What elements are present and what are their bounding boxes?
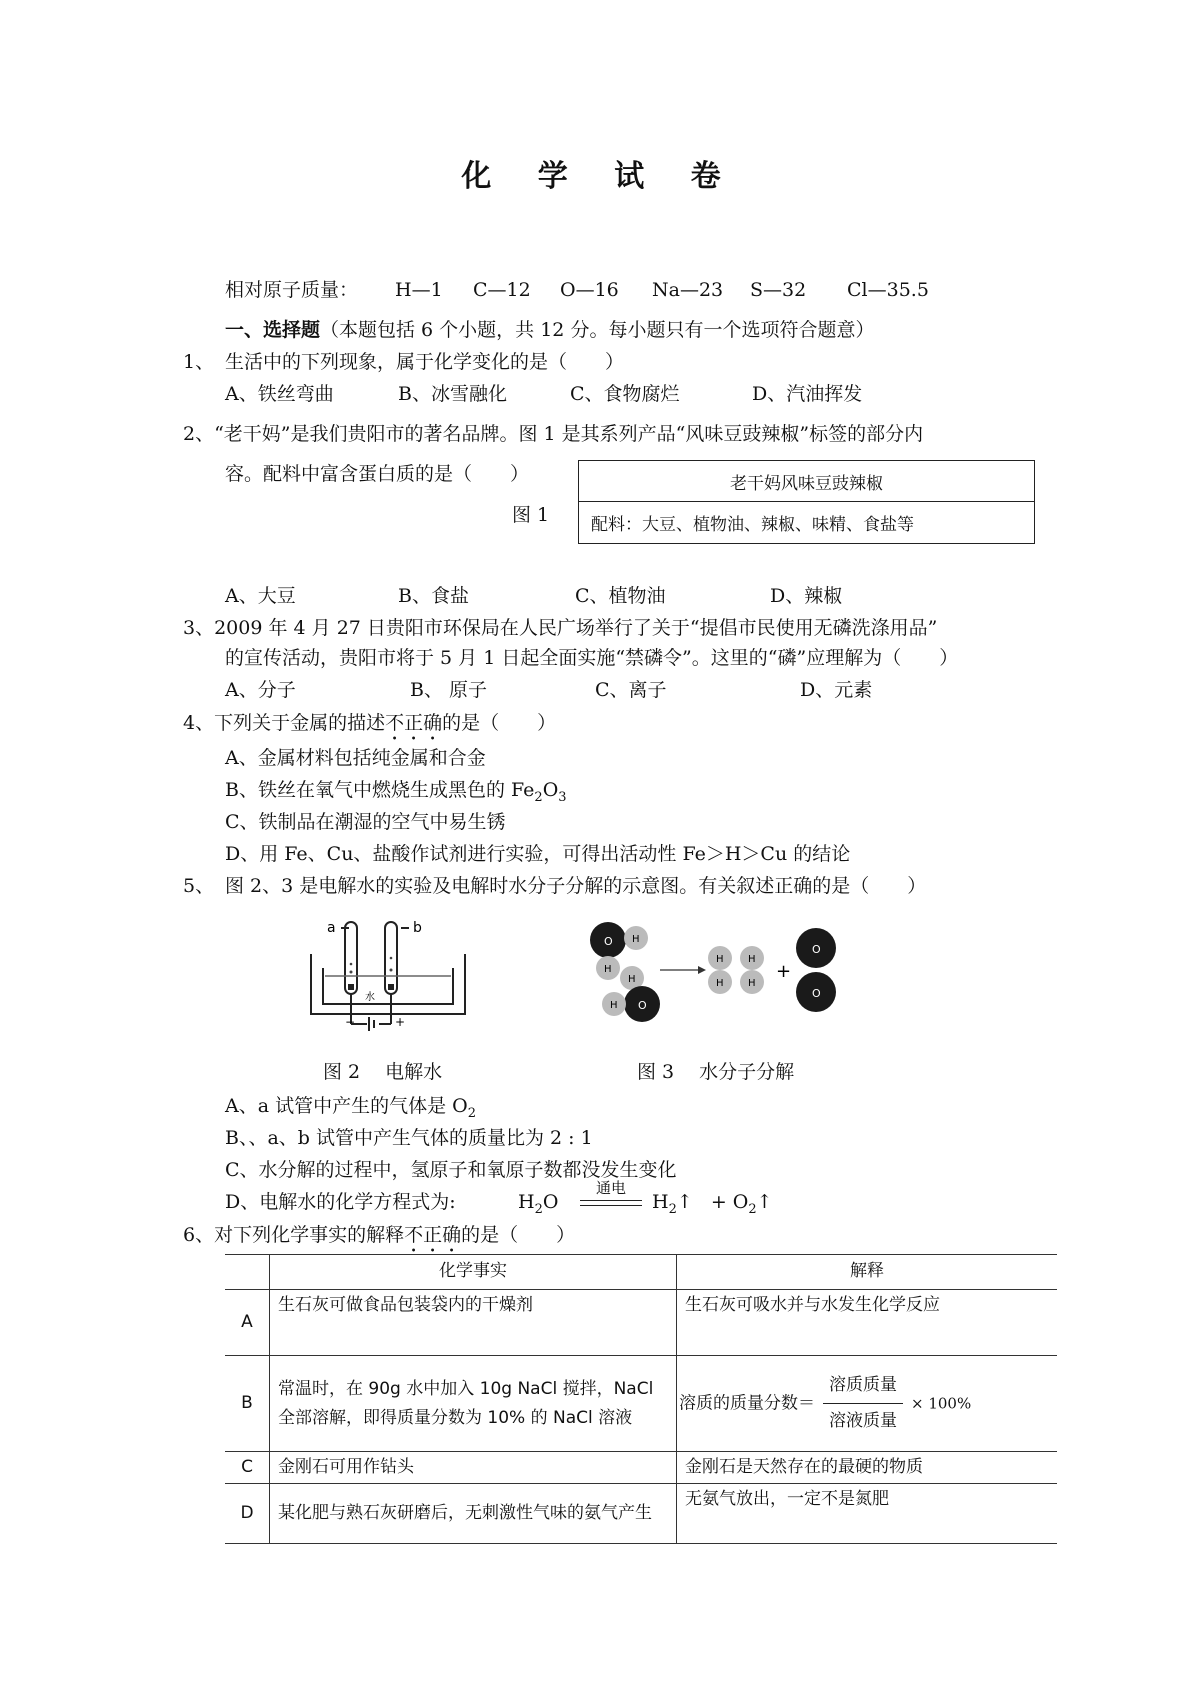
table-row [225,1290,1057,1356]
q4-stem-end: 的是（ ） [442,712,557,734]
q1-option-b: B、冰雪融化 [398,383,507,405]
q3-option-c: C、离子 [595,679,667,701]
table-header-explanation: 解释 [677,1255,1058,1290]
reaction-arrow-icon [698,966,706,974]
tube-b-label: b [413,920,422,936]
q2-stem-line2: 容。配料中富含蛋白质的是（ ） [225,463,530,485]
q4-option-b-text: B、铁丝在氧气中燃烧生成黑色的 Fe [225,779,535,801]
q2-stem-line1: 2、“老干妈”是我们贵阳市的著名品牌。图 1 是其系列产品“风味豆豉辣椒”标签的部分内 [183,423,924,445]
q4-stem-start: 4、下列关于金属的描述 [183,712,386,734]
hydrogen-atom-label: H [748,978,756,989]
equation-products [652,1192,773,1217]
q1-stem: 生活中的下列现象，属于化学变化的是（ ） [225,351,625,373]
q1-number: 1、 [183,351,215,373]
q5-option-a-text: A、a 试管中产生的气体是 O [225,1095,468,1117]
section-heading [225,320,874,341]
mass-fraction-label: 溶质的质量分数＝ [679,1393,815,1414]
q1-option-d: D、汽油挥发 [752,383,863,405]
q4-option-a: A、金属材料包括纯金属和合金 [225,747,486,769]
fraction-numerator: 溶质质量 [823,1372,903,1404]
row-fact: 常温时，在 90g 水中加入 10g NaCl 搅拌，NaCl 全部溶解，即得质量分数为 10% 的 NaCl 溶液 [270,1356,677,1452]
tube-a-label: a [327,920,336,936]
q5-option-c: C、水分解的过程中，氢原子和氧原子数都没发生变化 [225,1159,677,1181]
row-fact: 某化肥与熟石灰研磨后，无刺激性气味的氨气产生 [270,1484,677,1544]
atomic-mass-s: S—32 [750,279,807,301]
hydrogen-atom-label: H [716,978,724,989]
q5-option-b: B、、a、b 试管中产生气体的质量比为 2 : 1 [225,1127,593,1149]
q4-stem-emphasis: 不正确 [385,712,443,734]
table-header-fact: 化学事实 [270,1255,677,1290]
q5-option-a-sub: 2 [467,1105,476,1121]
figure-2-caption: 图 2 电解水 [323,1061,443,1083]
mass-fraction-formula [823,1372,903,1435]
q3-option-b: B、 原子 [410,679,488,701]
q2-option-b: B、食盐 [398,585,469,607]
eq-h2-sub: 2 [668,1201,677,1217]
product-label-title: 老干妈风味豆豉辣椒 [579,461,1034,502]
atomic-mass-c: C—12 [473,279,531,301]
atomic-mass-o: O—16 [560,279,619,301]
eq-h2o-o: O [542,1191,559,1213]
positive-terminal-label: + [395,1015,406,1029]
q1-option-c: C、食物腐烂 [570,383,680,405]
table-row [225,1356,1057,1452]
q5-number: 5、 [183,875,215,897]
eq-h2o-h: H [518,1191,535,1213]
q5-option-a [225,1096,476,1121]
hydrogen-atom-label: H [632,934,640,945]
q6-stem [183,1224,575,1257]
row-key: C [225,1452,270,1484]
q3-option-a: A、分子 [225,679,296,701]
q5-option-d: D、电解水的化学方程式为: [225,1191,456,1213]
atomic-mass-h: H—1 [395,279,443,301]
eq-o2-sub: 2 [748,1201,757,1217]
hydrogen-atom-label: H [604,964,612,975]
fraction-multiplier: × 100% [911,1394,972,1413]
eq-h2-arrow: ↑ [676,1191,693,1213]
q1-option-a: A、铁丝弯曲 [225,383,334,405]
eq-o2-arrow: ↑ [756,1191,773,1213]
oxygen-molecule [796,928,836,1012]
hydrogen-atom-label: H [610,1000,618,1011]
page-title: 化 学 试 卷 [461,159,739,194]
oxygen-atom-label: O [638,999,647,1012]
q6-stem-end: 的是（ ） [461,1224,576,1246]
q3-stem-line2: 的宣传活动，贵阳市将于 5 月 1 日起全面实施“禁磷令”。这里的“磷”应理解为（ ） [225,647,959,669]
row-fact: 生石灰可做食品包装袋内的干燥剂 [270,1290,677,1356]
atomic-mass-label: 相对原子质量： [225,279,359,301]
oxygen-atom-label: O [812,943,821,956]
q4-option-d: D、用 Fe、Cu、盐酸作试剂进行实验，可得出活动性 Fe＞H＞Cu 的结论 [225,843,851,865]
eq-h2o-sub: 2 [534,1201,543,1217]
fraction-denominator: 溶液质量 [829,1411,897,1431]
eq-o2-o: + O [710,1191,749,1213]
water-label: 水 [365,992,375,1003]
figure-3-caption: 图 3 水分子分解 [637,1061,795,1083]
product-label-ingredients: 配料：大豆、植物油、辣椒、味精、食盐等 [591,514,914,535]
row-key: D [225,1484,270,1544]
atomic-mass-na: Na—23 [652,279,724,301]
q2-option-a: A、大豆 [225,585,296,607]
section-title: 一、选择题 [225,319,321,341]
row-explanation: 金刚石是天然存在的最硬的物质 [677,1452,1058,1484]
q4-option-b [225,780,567,805]
row-key: A [225,1290,270,1356]
product-label-box [578,460,1035,544]
water-decomposition-figure [580,920,860,1045]
table-header-key [225,1255,270,1290]
row-explanation: 生石灰可吸水并与水发生化学反应 [677,1290,1058,1356]
q3-option-d: D、元素 [800,679,873,701]
table-row [225,1484,1057,1544]
negative-terminal-label: − [345,1015,356,1029]
oxygen-atom-label: O [604,935,613,948]
equation-line-bottom [580,1205,642,1206]
row-key: B [225,1356,270,1452]
q4-stem [183,712,556,745]
row-fact: 金刚石可用作钻头 [270,1452,677,1484]
row-explanation: 无氨气放出，一定不是氮肥 [677,1484,1058,1544]
equation-condition: 通电 [595,1179,626,1197]
row-explanation [677,1356,1058,1452]
table-header-row [225,1255,1057,1290]
q5-stem: 图 2、3 是电解水的实验及电解时水分子分解的示意图。有关叙述正确的是（ ） [225,875,927,897]
hydrogen-atom-label: H [748,954,756,965]
chemistry-facts-table [225,1254,1057,1544]
q6-stem-start: 6、对下列化学事实的解释 [183,1224,405,1246]
oxygen-atom-label: O [812,987,821,1000]
q4-option-b-sub1: 2 [534,789,543,805]
equation-line-top [580,1200,642,1201]
hydrogen-atom-label: H [716,954,724,965]
atomic-mass-cl: Cl—35.5 [847,279,929,301]
figure-1-caption: 图 1 [512,504,550,526]
section-note: （本题包括 6 个小题，共 12 分。每小题只有一个选项符合题意） [320,319,875,341]
q6-stem-emphasis: 不正确 [404,1224,462,1246]
q4-option-c: C、铁制品在潮湿的空气中易生锈 [225,811,506,833]
hydrogen-atom-label: H [628,974,636,985]
electrolysis-apparatus-figure [305,912,505,1037]
q3-stem-line1: 3、2009 年 4 月 27 日贵阳市环保局在人民广场举行了关于“提倡市民使用无磷洗涤用品” [183,617,938,639]
q2-option-d: D、辣椒 [770,585,843,607]
table-row [225,1452,1057,1484]
eq-h2-h: H [652,1191,669,1213]
q4-option-b-sub2: 3 [558,789,567,805]
equation-reactant [518,1192,558,1217]
q2-option-c: C、植物油 [575,585,666,607]
q4-option-b-mid: O [542,779,559,801]
hydrogen-molecule-1 [708,946,732,994]
hydrogen-molecule-2 [740,946,764,994]
plus-sign: + [776,961,792,982]
